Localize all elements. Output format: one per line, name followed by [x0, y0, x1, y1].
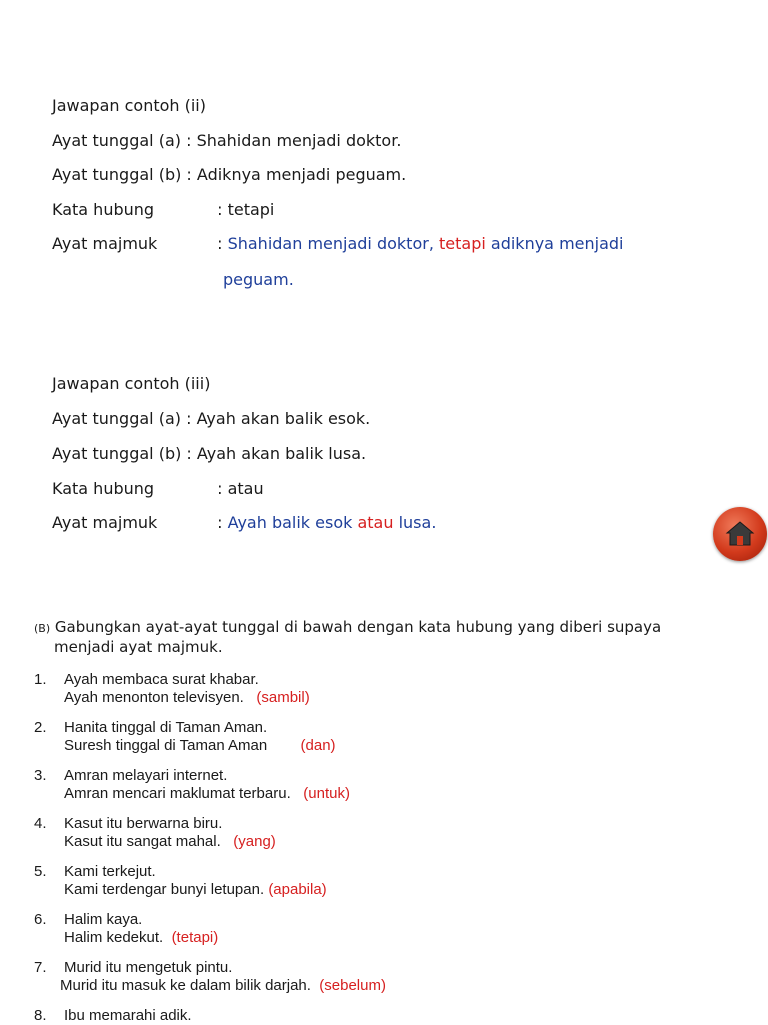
- item-sentence-2: [64, 689, 310, 707]
- majmuk-part2: adiknya menjadi: [490, 234, 624, 253]
- item-sentence-2: [64, 929, 218, 947]
- item-sentence-2: [64, 737, 336, 755]
- item-sentence-1: Hanita tinggal di Taman Aman.: [64, 719, 268, 736]
- majmuk-colon: :: [217, 234, 223, 253]
- row-label: Ayat majmuk: [52, 513, 158, 532]
- conjunction-hint: (tetapi): [171, 929, 219, 946]
- majmuk-part1: Ayah balik esok: [227, 513, 353, 532]
- ayat-tunggal-a: [52, 131, 401, 151]
- example-heading: Jawapan contoh (iii): [52, 374, 211, 393]
- row-label: Ayat majmuk: [52, 234, 158, 253]
- majmuk-conjunction: tetapi: [439, 234, 486, 253]
- sentence-text: Kami terdengar bunyi letupan.: [64, 881, 265, 898]
- row-label: Ayat tunggal (b) :: [52, 165, 192, 184]
- row-value: Ayah akan balik esok.: [196, 409, 371, 428]
- instruction-line-2: menjadi ayat majmuk.: [54, 638, 223, 656]
- item-sentence-1: Kami terkejut.: [64, 863, 156, 880]
- row-value: Shahidan menjadi doktor.: [196, 131, 402, 150]
- sentence-text: Halim kedekut.: [64, 929, 164, 946]
- row-label: Kata hubung: [52, 200, 155, 219]
- conjunction-hint: (sambil): [256, 689, 310, 706]
- row-value: : atau: [217, 479, 264, 498]
- conjunction-hint: (apabila): [268, 881, 327, 898]
- ayat-tunggal-b: [52, 165, 406, 185]
- item-sentence-1: Ibu memarahi adik.: [64, 1007, 192, 1024]
- home-icon: [724, 518, 756, 550]
- majmuk-part1: Shahidan menjadi doktor,: [227, 234, 434, 253]
- row-label: Ayat tunggal (a) :: [52, 409, 192, 428]
- item-sentence-1: Ayah membaca surat khabar.: [64, 671, 259, 688]
- conjunction-hint: (yang): [233, 833, 276, 850]
- ayat-majmuk: [52, 513, 436, 533]
- item-sentence-1: Murid itu mengetuk pintu.: [64, 959, 233, 976]
- sentence-text: Suresh tinggal di Taman Aman: [64, 737, 268, 754]
- item-number: 1.: [34, 671, 47, 688]
- item-sentence-1: Halim kaya.: [64, 911, 143, 928]
- section-tag: (B): [34, 622, 51, 635]
- home-button[interactable]: [713, 507, 767, 561]
- majmuk-continuation: peguam.: [223, 270, 294, 289]
- row-value: Ayah akan balik lusa.: [196, 444, 367, 463]
- item-number: 4.: [34, 815, 47, 832]
- conjunction-hint: (untuk): [303, 785, 350, 802]
- conjunction-hint: (dan): [300, 737, 336, 754]
- item-sentence-2: [64, 785, 350, 803]
- item-sentence-1: Kasut itu berwarna biru.: [64, 815, 223, 832]
- row-label: Ayat tunggal (b) :: [52, 444, 192, 463]
- row-label: Ayat tunggal (a) :: [52, 131, 192, 150]
- item-number: 2.: [34, 719, 47, 736]
- item-number: 7.: [34, 959, 47, 976]
- item-sentence-2: [64, 833, 276, 851]
- item-sentence-2: [60, 977, 386, 995]
- sentence-text: Kasut itu sangat mahal.: [64, 833, 221, 850]
- example-heading: Jawapan contoh (ii): [52, 96, 206, 115]
- sentence-text: Ayah menonton televisyen.: [64, 689, 244, 706]
- instruction-line-1: [34, 618, 754, 638]
- row-label: Kata hubung: [52, 479, 155, 498]
- item-number: 8.: [34, 1007, 47, 1024]
- ayat-majmuk: [52, 234, 623, 254]
- sentence-text: Murid itu masuk ke dalam bilik darjah.: [60, 977, 311, 994]
- kata-hubung: [52, 479, 264, 499]
- majmuk-conjunction: atau: [357, 513, 394, 532]
- row-value: : tetapi: [217, 200, 275, 219]
- item-sentence-1: Amran melayari internet.: [64, 767, 228, 784]
- instruction-text: Gabungkan ayat-ayat tunggal di bawah dengan kata hubung yang diberi supaya: [54, 618, 662, 636]
- majmuk-part2: lusa.: [398, 513, 437, 532]
- row-value: Adiknya menjadi peguam.: [196, 165, 407, 184]
- section-b-instruction: [34, 618, 754, 657]
- ayat-tunggal-a: [52, 409, 370, 429]
- item-number: 5.: [34, 863, 47, 880]
- item-sentence-2: [64, 881, 327, 899]
- kata-hubung: [52, 200, 274, 220]
- conjunction-hint: (sebelum): [319, 977, 386, 994]
- sentence-text: Amran mencari maklumat terbaru.: [64, 785, 291, 802]
- item-number: 6.: [34, 911, 47, 928]
- majmuk-colon: :: [217, 513, 223, 532]
- ayat-tunggal-b: [52, 444, 366, 464]
- item-number: 3.: [34, 767, 47, 784]
